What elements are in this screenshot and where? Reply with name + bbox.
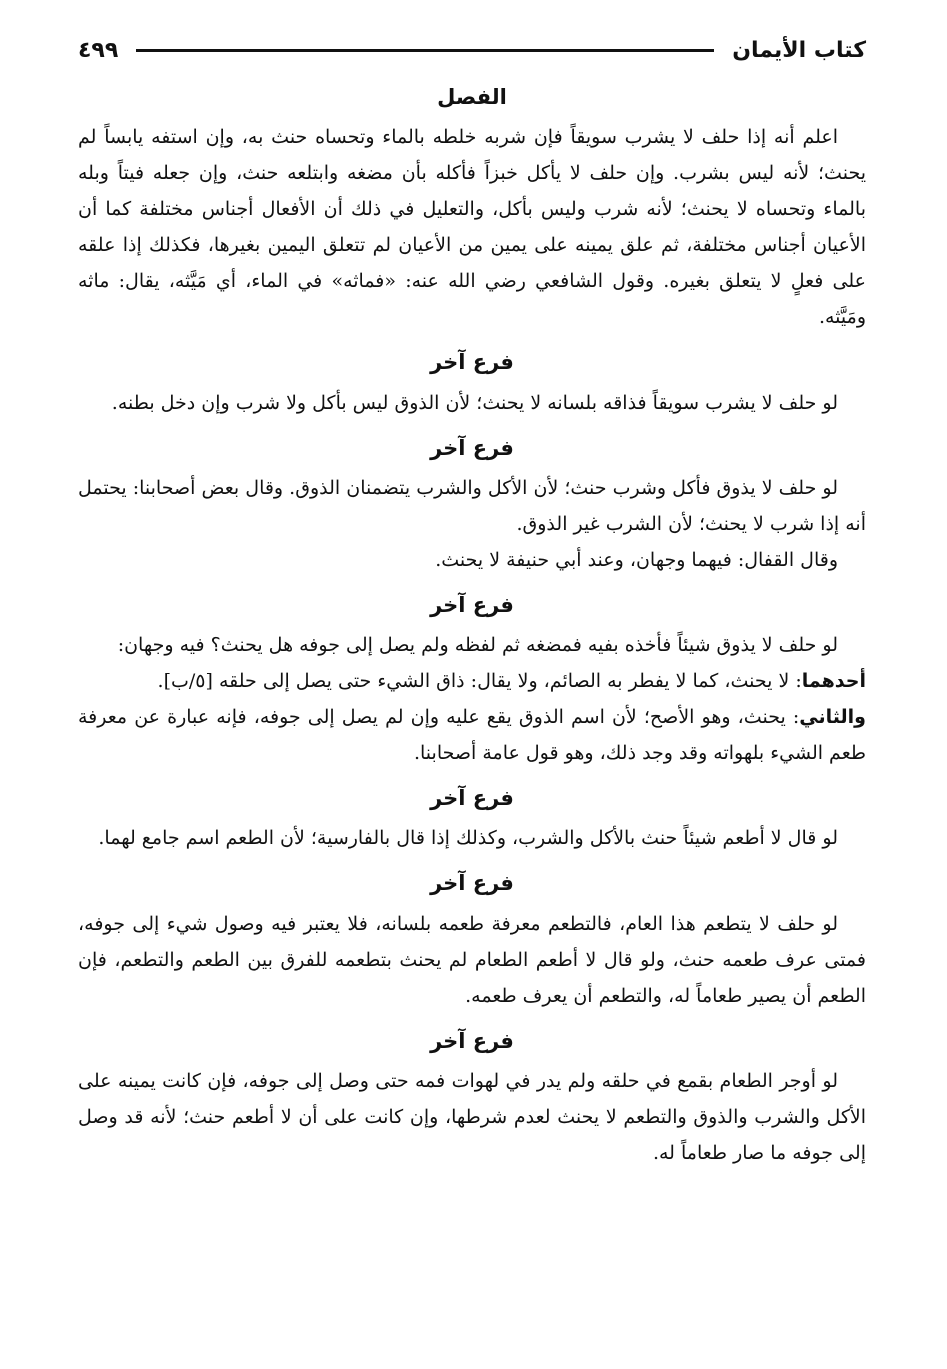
paragraph-lead: أحدهما (801, 670, 866, 693)
paragraph (78, 663, 866, 699)
section (78, 592, 866, 771)
book-title: كتاب الأيمان (732, 37, 866, 63)
paragraph: لو حلف لا يذوق فأكل وشرب حنث؛ لأن الأكل والشرب يتضمنان الذوق. وقال بعض أصحابنا: يحتمل أنه إذا شرب لا يحنث؛ لأن الشرب غير الذوق. (78, 476, 866, 535)
section-heading: فرع آخر (430, 350, 514, 375)
section-heading: فرع آخر (430, 592, 514, 617)
paragraph (78, 699, 866, 771)
page-number: ٤٩٩ (78, 37, 119, 63)
section (78, 435, 866, 578)
paragraph: لو قال لا أطعم شيئاً حنث بالأكل والشرب، وكذلك إذا قال بالفارسية؛ لأن الطعم اسم جامع لهما. (98, 827, 838, 850)
section-heading: الفصل (437, 85, 507, 109)
section-heading: فرع آخر (430, 1028, 514, 1053)
paragraph: اعلم أنه إذا حلف لا يشرب سويقاً فإن شربه خلطه بالماء وتحساه حنث به، وإن استفه يابساً لم يحنث؛ لأنه ليس بشرب. وإن حلف لا يأكل خبزاً فأكله بأن مضغه وابتلعه حنث، وإن جعله فيتاً وبله بالماء وتحساه لا يحنث؛ لأنه شرب وليس بأكل، والتعليل في ذلك أن الأفعال أجناس مختلفة كما أن الأعيان أجناس مختلفة، ثم علق يمينه على يمين من الأعيان لم تتعلق اليمين بغيرها، فكذلك إذا علقه على فعلٍ لا يتعلق بغيره. وقول الشافعي رضي الله عنه: «فماثه» في الماء، أي مَيَّثه، يقال: ماثه ومَيَّثه. (78, 126, 866, 329)
section (78, 870, 866, 1013)
section-heading: فرع آخر (430, 871, 514, 896)
section-heading: فرع آخر (430, 435, 514, 460)
section (78, 349, 866, 420)
running-header (78, 30, 866, 70)
section (78, 1028, 866, 1171)
header-rule (136, 49, 714, 52)
section (78, 84, 866, 335)
paragraph: وقال القفال: فيهما وجهان، وعند أبي حنيفة لا يحنث. (435, 548, 838, 571)
section-heading: فرع آخر (430, 786, 514, 811)
paragraph-body: : يحنث، وهو الأصح؛ لأن اسم الذوق يقع عليه وإن لم يصل إلى جوفه، فإنه عبارة عن معرفة طعم الشيء بلهواته وقد وجد ذلك، وهو قول عامة أصحابنا. (78, 706, 866, 765)
book-page (78, 30, 866, 1350)
section (78, 785, 866, 856)
paragraph: لو حلف لا يتطعم هذا العام، فالتطعم معرفة طعمه بلسانه، فلا يعتبر فيه وصول شيء إلى جوفه، فمتى عرف طعمه حنث، ولو قال لا أطعم الطعام لم يحنث بتطعمه للفرق بين الطعم والتطعم، فإن الطعم أن يصير طعاماً له، والتطعم أن يعرف طعمه. (78, 912, 866, 1007)
paragraph: لو أوجر الطعام بقمع في حلقه ولم يدر في لهوات فمه حتى وصل إلى جوفه، فإن كانت يمينه على الأكل والشرب والذوق والتطعم لا يحنث لعدم شرطها، وإن كانت على أن لا أطعم حنث؛ لأنه قد وصل إلى جوفه ما صار طعاماً له. (78, 1070, 866, 1165)
paragraph: لو حلف لا يشرب سويقاً فذاقه بلسانه لا يحنث؛ لأن الذوق ليس بأكل ولا شرب وإن دخل بطنه. (111, 391, 838, 414)
paragraph-body: : لا يحنث، كما لا يفطر به الصائم، ولا يقال: ذاق الشيء حتى يصل إلى حلقه [٥/ب]. (157, 670, 802, 693)
paragraph-lead: والثاني (799, 706, 866, 729)
paragraph: لو حلف لا يذوق شيئاً فأخذه بفيه فمضغه ثم لفظه ولم يصل إلى جوفه هل يحنث؟ فيه وجهان: (117, 634, 838, 657)
